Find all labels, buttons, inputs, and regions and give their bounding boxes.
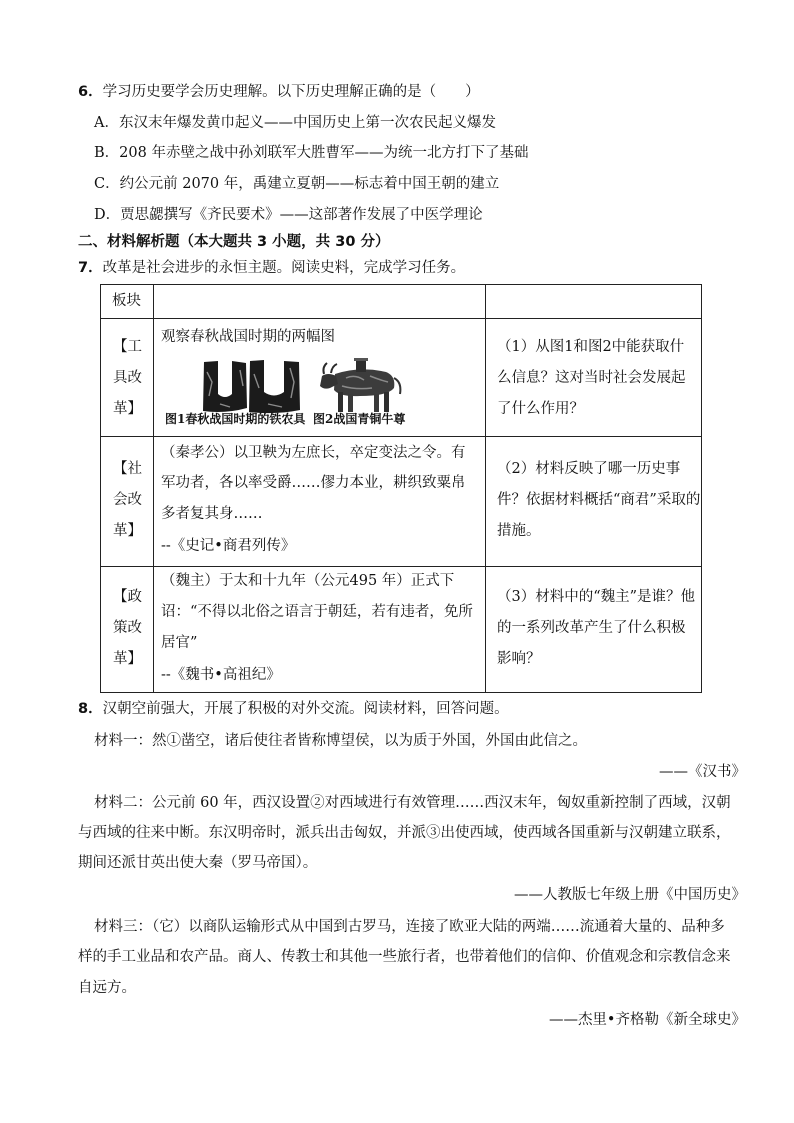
option-d — [94, 205, 483, 225]
material-3-line: 自远方。 — [78, 980, 136, 996]
material-3-source: ——杰里•齐格勒《新全球史》 — [548, 1012, 746, 1028]
row-question-line: 了什么作用？ — [497, 401, 584, 417]
table-row-divider — [101, 318, 701, 319]
question-stem-text: 学习历史要学会历史理解。以下历史理解正确的是（ ） — [102, 84, 480, 100]
row-category-label: 具改 — [113, 370, 142, 386]
material-2-line: 与西域的往来中断。东汉明帝时，派兵出击匈奴，并派③出使西域，使西域各国重新与汉朝建立联系， — [78, 825, 731, 841]
row-question-line: （2）材料反映了哪一历史事 — [497, 461, 681, 477]
iron-farm-tools-image — [203, 360, 300, 413]
row-material-line: 多者复其身…… — [161, 506, 263, 522]
row-category-label: 策改 — [113, 620, 142, 636]
material-3-line: 材料三：（它）以商队运输形式从中国到古罗马，连接了欧亚大陆的两端……流通着大量的、品种多 — [94, 919, 725, 935]
row-category-label: 革】 — [113, 401, 142, 417]
row-category-label: 【工 — [113, 339, 142, 355]
row-question-line: 影响？ — [497, 651, 541, 667]
material-2-line: 期间还派甘英出使大秦（罗马帝国）。 — [78, 855, 318, 871]
row-material-line: 诏：“不得以北俗之语言于朝廷，若有违者，免所 — [161, 604, 473, 620]
table-row-divider — [101, 566, 701, 567]
question-number: 8． — [78, 701, 103, 717]
row-question-line: 件？依据材料概括“商君”采取的 — [497, 492, 701, 508]
row-question-line: 么信息？这对当时社会发展起 — [497, 370, 686, 386]
row-material-line: 居官” — [161, 635, 198, 651]
option-c — [94, 174, 499, 194]
option-text: 贾思勰撰写《齐民要术》——这部著作发展了中医学理论 — [120, 207, 483, 223]
table-column-divider — [153, 285, 154, 692]
table-header-category: 板块 — [112, 293, 141, 309]
row-material-line: 军功者，各以率受爵……僇力本业，耕织致粟帛 — [161, 475, 466, 491]
material-2-line: 材料二：公元前 60 年，西汉设置②对西域进行有效管理……西汉末年，匈奴重新控制了西域，汉朝 — [94, 795, 731, 811]
option-b — [94, 143, 528, 163]
row-question-line: （3）材料中的“魏主”是谁？他 — [497, 589, 696, 605]
row-material-source: --《魏书•高祖纪》 — [161, 667, 281, 683]
question-6-stem — [78, 82, 480, 102]
row-material-line: （魏主）于太和十九年（公元495 年）正式下 — [161, 573, 455, 589]
row-question-line: （1）从图1和图2中能获取什 — [497, 339, 685, 355]
table-column-divider — [485, 285, 486, 692]
material-3-line: 样的手工业品和农产品。商人、传教士和其他一些旅行者，也带着他们的信仰、价值观念和宗教信念来 — [78, 949, 731, 965]
option-label: D． — [94, 207, 121, 223]
question-number: 6． — [78, 84, 103, 100]
option-label: B． — [94, 145, 120, 161]
question-7-stem — [78, 258, 465, 278]
row-category-label: 革】 — [113, 523, 142, 539]
question-stem-text: 汉朝空前强大，开展了积极的对外交流。阅读材料，回答问题。 — [102, 701, 509, 717]
row-question-line: 措施。 — [497, 523, 541, 539]
option-text: 208 年赤壁之战中孙刘联军大胜曹军——为统一北方打下了基础 — [119, 145, 529, 161]
material-2-source: ——人教版七年级上册《中国历史》 — [514, 887, 746, 903]
option-a — [94, 113, 496, 133]
question-number: 7． — [78, 260, 103, 276]
material-1-source: ——《汉书》 — [659, 764, 746, 780]
question-stem-text: 改革是社会进步的永恒主题。阅读史料，完成学习任务。 — [102, 260, 466, 276]
option-text: 东汉末年爆发黄巾起义——中国历史上第一次农民起义爆发 — [118, 115, 496, 131]
material-1-line: 材料一：然①凿空，诸后使往者皆称博望侯，以为质于外国，外国由此信之。 — [94, 733, 587, 749]
row-material-line: （秦孝公）以卫鞅为左庶长，卒定变法之令。有 — [161, 445, 466, 461]
bronze-ox-zun-image — [320, 358, 400, 412]
row-category-label: 【政 — [113, 589, 142, 605]
row-category-label: 会改 — [113, 492, 142, 508]
table-row-divider — [101, 436, 701, 437]
section-heading: 二、材料解析题（本大题共 3 小题，共 30 分） — [78, 234, 390, 250]
figure-1-caption: 图1春秋战国时期的铁农具 — [165, 412, 306, 426]
question-8-stem — [78, 699, 509, 719]
row-category-label: 【社 — [113, 461, 142, 477]
row-question-line: 的一系列改革产生了什么积极 — [497, 620, 686, 636]
row-category-label: 革】 — [113, 651, 142, 667]
row-material-source: --《史记•商君列传》 — [161, 538, 296, 554]
figures-illustration — [160, 352, 410, 416]
option-text: 约公元前 2070 年，禹建立夏朝——标志着中国王朝的建立 — [119, 176, 500, 192]
option-label: C． — [94, 176, 120, 192]
figure-2-caption: 图2战国青铜牛尊 — [313, 412, 406, 426]
option-label: A． — [94, 115, 119, 131]
material-intro: 观察春秋战国时期的两幅图 — [161, 329, 335, 345]
